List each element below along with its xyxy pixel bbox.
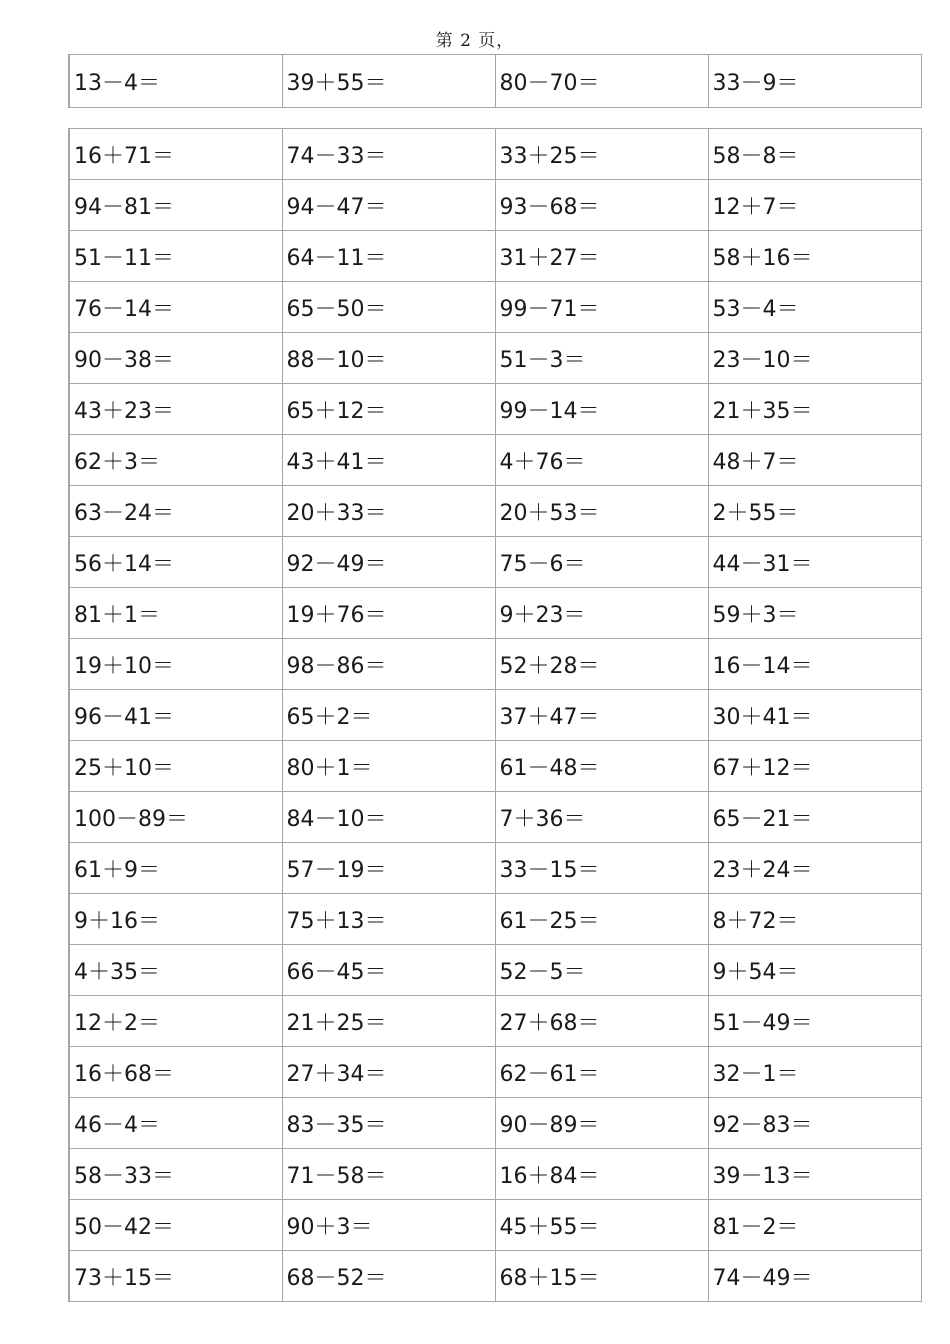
math-problem-cell: 43＋41＝: [282, 435, 495, 486]
math-problem-cell: 31＋27＝: [495, 231, 708, 282]
math-problem-cell: 21＋35＝: [708, 384, 921, 435]
table-row: [69, 333, 921, 384]
math-problem-cell: 9＋54＝: [708, 945, 921, 996]
math-problem-cell: 12＋2＝: [69, 996, 282, 1047]
math-problem-cell: 53－4＝: [708, 282, 921, 333]
math-problem-cell: 56＋14＝: [69, 537, 282, 588]
math-problem-cell: 16＋71＝: [69, 129, 282, 180]
math-problem-cell: 94－47＝: [282, 180, 495, 231]
math-problem-cell: 71－58＝: [282, 1149, 495, 1200]
math-problem-cell: 45＋55＝: [495, 1200, 708, 1251]
table-row: [69, 1149, 921, 1200]
math-problem-cell: 7＋36＝: [495, 792, 708, 843]
math-problem-cell: 99－14＝: [495, 384, 708, 435]
math-problem-cell: 98－86＝: [282, 639, 495, 690]
math-problem-cell: 58－33＝: [69, 1149, 282, 1200]
math-problem-cell: 75＋13＝: [282, 894, 495, 945]
math-problem-cell: 16＋84＝: [495, 1149, 708, 1200]
math-problem-cell: 16＋68＝: [69, 1047, 282, 1098]
table-row: [69, 486, 921, 537]
table-row: [69, 1098, 921, 1149]
math-problem-cell: 61－48＝: [495, 741, 708, 792]
table-row: [69, 1047, 921, 1098]
math-problem-cell: 52－5＝: [495, 945, 708, 996]
math-problem-cell: 25＋10＝: [69, 741, 282, 792]
page-number-header: 第 2 页，: [435, 31, 515, 51]
math-problem-cell: 9＋23＝: [495, 588, 708, 639]
math-problem-cell: 80＋1＝: [282, 741, 495, 792]
table-row: [69, 384, 921, 435]
table-row: [69, 180, 921, 231]
math-problem-cell: 33－9＝: [708, 55, 921, 108]
math-problem-cell: 51－49＝: [708, 996, 921, 1047]
table-row: [69, 129, 921, 180]
math-problem-cell: 65＋2＝: [282, 690, 495, 741]
math-problem-cell: 88－10＝: [282, 333, 495, 384]
math-problem-cell: 99－71＝: [495, 282, 708, 333]
math-problem-cell: 62－61＝: [495, 1047, 708, 1098]
math-problem-cell: 48＋7＝: [708, 435, 921, 486]
math-problem-cell: 12＋7＝: [708, 180, 921, 231]
math-problem-cell: 58－8＝: [708, 129, 921, 180]
math-problem-cell: 67＋12＝: [708, 741, 921, 792]
math-problem-cell: 19＋76＝: [282, 588, 495, 639]
math-problem-cell: 27＋68＝: [495, 996, 708, 1047]
math-problem-cell: 23－10＝: [708, 333, 921, 384]
math-problem-cell: 80－70＝: [495, 55, 708, 108]
math-problem-cell: 9＋16＝: [69, 894, 282, 945]
table-row: [69, 690, 921, 741]
table-row: [69, 537, 921, 588]
math-problem-cell: 58＋16＝: [708, 231, 921, 282]
table-row: [69, 1200, 921, 1251]
math-problem-cell: 93－68＝: [495, 180, 708, 231]
math-problem-cell: 65＋12＝: [282, 384, 495, 435]
math-problem-cell: 33＋25＝: [495, 129, 708, 180]
table-row: [69, 996, 921, 1047]
math-problem-cell: 46－4＝: [69, 1098, 282, 1149]
table-row: [69, 639, 921, 690]
math-problem-cell: 74－49＝: [708, 1251, 921, 1302]
math-problem-cell: 21＋25＝: [282, 996, 495, 1047]
math-problem-cell: 39－13＝: [708, 1149, 921, 1200]
math-problem-cell: 51－11＝: [69, 231, 282, 282]
math-problem-cell: 81－2＝: [708, 1200, 921, 1251]
math-problem-cell: 20＋53＝: [495, 486, 708, 537]
math-problem-cell: 13－4＝: [69, 55, 282, 108]
table-row: [69, 843, 921, 894]
math-problem-cell: 90＋3＝: [282, 1200, 495, 1251]
math-problem-cell: 44－31＝: [708, 537, 921, 588]
table-row: [69, 894, 921, 945]
math-problem-cell: 57－19＝: [282, 843, 495, 894]
math-problem-cell: 32－1＝: [708, 1047, 921, 1098]
math-problem-cell: 61＋9＝: [69, 843, 282, 894]
table-row: [69, 231, 921, 282]
math-problem-cell: 76－14＝: [69, 282, 282, 333]
math-problem-cell: 2＋55＝: [708, 486, 921, 537]
math-problem-cell: 84－10＝: [282, 792, 495, 843]
math-problem-cell: 74－33＝: [282, 129, 495, 180]
math-problem-cell: 4＋35＝: [69, 945, 282, 996]
table-row: [69, 792, 921, 843]
table-row: [69, 1251, 921, 1302]
math-problem-cell: 43＋23＝: [69, 384, 282, 435]
math-problem-cell: 90－38＝: [69, 333, 282, 384]
math-problem-cell: 90－89＝: [495, 1098, 708, 1149]
math-problem-cell: 63－24＝: [69, 486, 282, 537]
table-row: [69, 282, 921, 333]
math-problem-cell: 27＋34＝: [282, 1047, 495, 1098]
math-problem-cell: 20＋33＝: [282, 486, 495, 537]
math-problem-cell: 30＋41＝: [708, 690, 921, 741]
math-problem-cell: 65－21＝: [708, 792, 921, 843]
table-row: [69, 945, 921, 996]
math-problem-cell: 23＋24＝: [708, 843, 921, 894]
math-problem-cell: 39＋55＝: [282, 55, 495, 108]
math-problem-cell: 52＋28＝: [495, 639, 708, 690]
math-problem-cell: 73＋15＝: [69, 1251, 282, 1302]
math-problem-cell: 51－3＝: [495, 333, 708, 384]
math-problem-cell: 19＋10＝: [69, 639, 282, 690]
math-problem-cell: 96－41＝: [69, 690, 282, 741]
table-row: [69, 55, 921, 108]
math-problem-cell: 81＋1＝: [69, 588, 282, 639]
math-problem-cell: 66－45＝: [282, 945, 495, 996]
math-problem-cell: 68－52＝: [282, 1251, 495, 1302]
table-row: [69, 741, 921, 792]
math-problem-cell: 64－11＝: [282, 231, 495, 282]
table-row: [69, 588, 921, 639]
math-problem-cell: 94－81＝: [69, 180, 282, 231]
math-problem-cell: 59＋3＝: [708, 588, 921, 639]
math-problem-cell: 68＋15＝: [495, 1251, 708, 1302]
math-problem-cell: 83－35＝: [282, 1098, 495, 1149]
math-problem-cell: 16－14＝: [708, 639, 921, 690]
table-row: [69, 435, 921, 486]
math-problem-cell: 61－25＝: [495, 894, 708, 945]
math-problem-cell: 92－49＝: [282, 537, 495, 588]
math-problem-cell: 50－42＝: [69, 1200, 282, 1251]
math-problem-cell: 33－15＝: [495, 843, 708, 894]
math-problem-cell: 62＋3＝: [69, 435, 282, 486]
math-problem-cell: 8＋72＝: [708, 894, 921, 945]
worksheet-table-main: [68, 128, 922, 1302]
math-problem-cell: 100－89＝: [69, 792, 282, 843]
math-problem-cell: 37＋47＝: [495, 690, 708, 741]
math-problem-cell: 65－50＝: [282, 282, 495, 333]
math-problem-cell: 75－6＝: [495, 537, 708, 588]
worksheet-table-top: [68, 54, 922, 108]
math-problem-cell: 4＋76＝: [495, 435, 708, 486]
math-problem-cell: 92－83＝: [708, 1098, 921, 1149]
